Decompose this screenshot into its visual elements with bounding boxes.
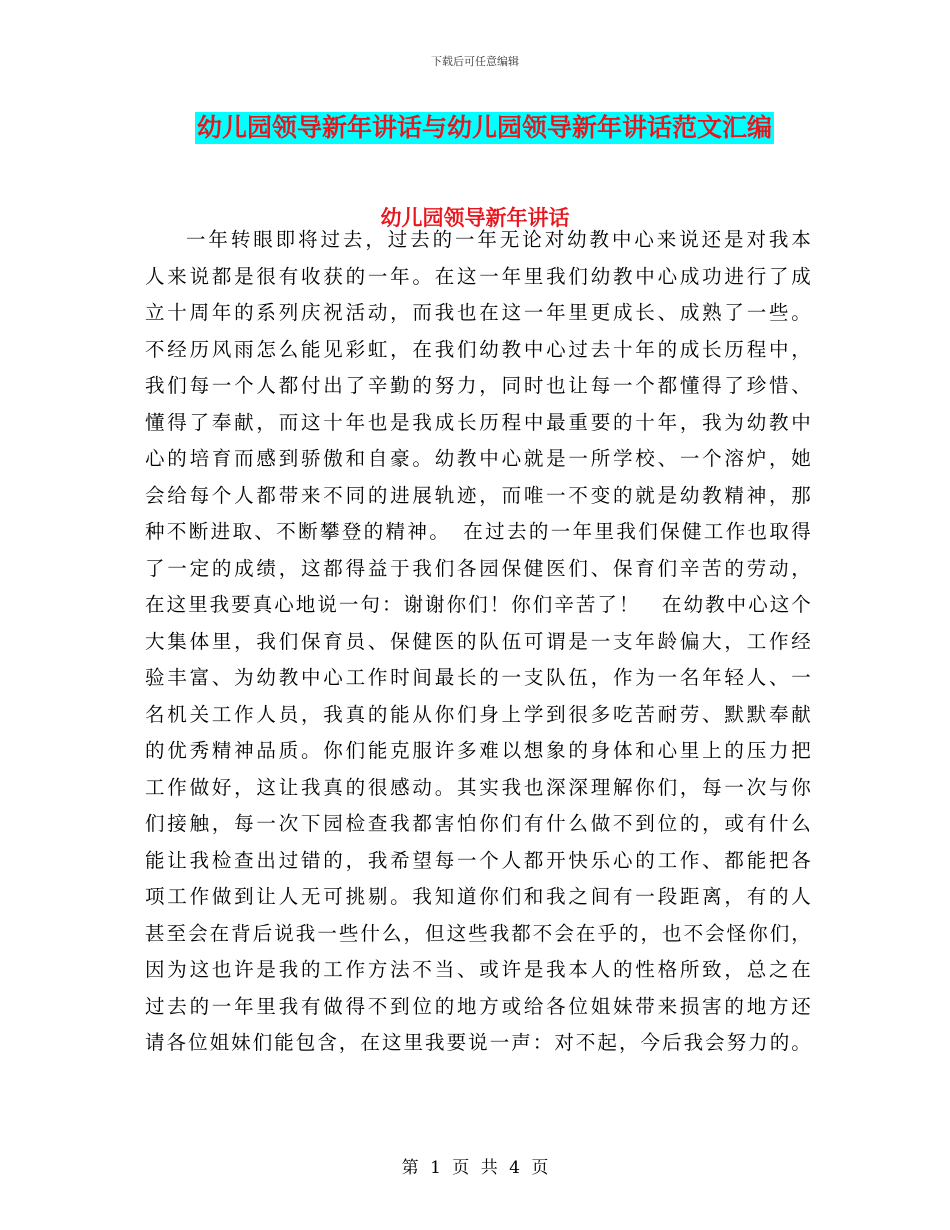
body-line: 甚至会在背后说我一些什么，但这些我都不会在乎的，也不会怪你们， bbox=[145, 921, 811, 945]
body-line: 不经历风雨怎么能见彩虹，在我们幼教中心过去十年的成长历程中， bbox=[145, 337, 811, 361]
header-note: 下载后可任意编辑 bbox=[431, 55, 519, 68]
body-line: 立十周年的系列庆祝活动，而我也在这一年里更成长、成熟了一些。 bbox=[145, 301, 811, 324]
body-line: 工作做好，这让我真的很感动。其实我也深深理解你们，每一次与你 bbox=[145, 775, 811, 799]
document-title: 幼儿园领导新年讲话与幼儿园领导新年讲话范文汇编 bbox=[197, 113, 773, 142]
body-line: 大集体里，我们保育员、保健医的队伍可谓是一支年龄偏大，工作经 bbox=[145, 629, 811, 653]
body-line: 会给每个人都带来不同的进展轨迹，而唯一不变的就是幼教精神，那 bbox=[145, 483, 811, 507]
body-line: 心的培育而感到骄傲和自豪。幼教中心就是一所学校、一个溶炉，她 bbox=[145, 447, 811, 470]
body-line: 种不断进取、不断攀登的精神。 在过去的一年里我们保健工作也取得 bbox=[145, 520, 811, 543]
body-text bbox=[145, 222, 811, 1062]
body-line: 一年转眼即将过去，过去的一年无论对幼教中心来说还是对我本 bbox=[186, 228, 811, 251]
body-line: 了一定的成绩，这都得益于我们各园保健医们、保育们辛苦的劳动， bbox=[145, 556, 811, 580]
body-line: 因为这也许是我的工作方法不当、或许是我本人的性格所致，总之在 bbox=[145, 958, 811, 981]
body-line: 能让我检查出过错的，我希望每一个人都开快乐心的工作、都能把各 bbox=[145, 848, 811, 872]
body-line: 验丰富、为幼教中心工作时间最长的一支队伍，作为一名年轻人、一 bbox=[145, 666, 811, 689]
body-line: 懂得了奉献，而这十年也是我成长历程中最重要的十年，我为幼教中 bbox=[145, 410, 811, 434]
body-line: 的优秀精神品质。你们能克服许多难以想象的身体和心里上的压力把 bbox=[145, 739, 811, 762]
page-number-footer: 第 1 页 共 4 页 bbox=[401, 1158, 549, 1178]
body-line: 们接触，每一次下园检查我都害怕你们有什么做不到位的，或有什么 bbox=[145, 812, 811, 835]
section-title: 幼儿园领导新年讲话 bbox=[380, 206, 570, 230]
body-line: 过去的一年里我有做得不到位的地方或给各位姐妹带来损害的地方还 bbox=[145, 994, 811, 1018]
body-line: 我们每一个人都付出了辛勤的努力，同时也让每一个都懂得了珍惜、 bbox=[145, 374, 811, 397]
body-line: 在这里我要真心地说一句：谢谢你们！你们辛苦了！ 在幼教中心这个 bbox=[145, 593, 811, 616]
body-line: 人来说都是很有收获的一年。在这一年里我们幼教中心成功进行了成 bbox=[145, 264, 811, 288]
body-line: 请各位姐妹们能包含，在这里我要说一声：对不起，今后我会努力的。 bbox=[145, 1031, 811, 1054]
body-line: 名机关工作人员，我真的能从你们身上学到很多吃苦耐劳、默默奉献 bbox=[145, 702, 811, 726]
body-line: 项工作做到让人无可挑剔。我知道你们和我之间有一段距离，有的人 bbox=[145, 885, 811, 908]
